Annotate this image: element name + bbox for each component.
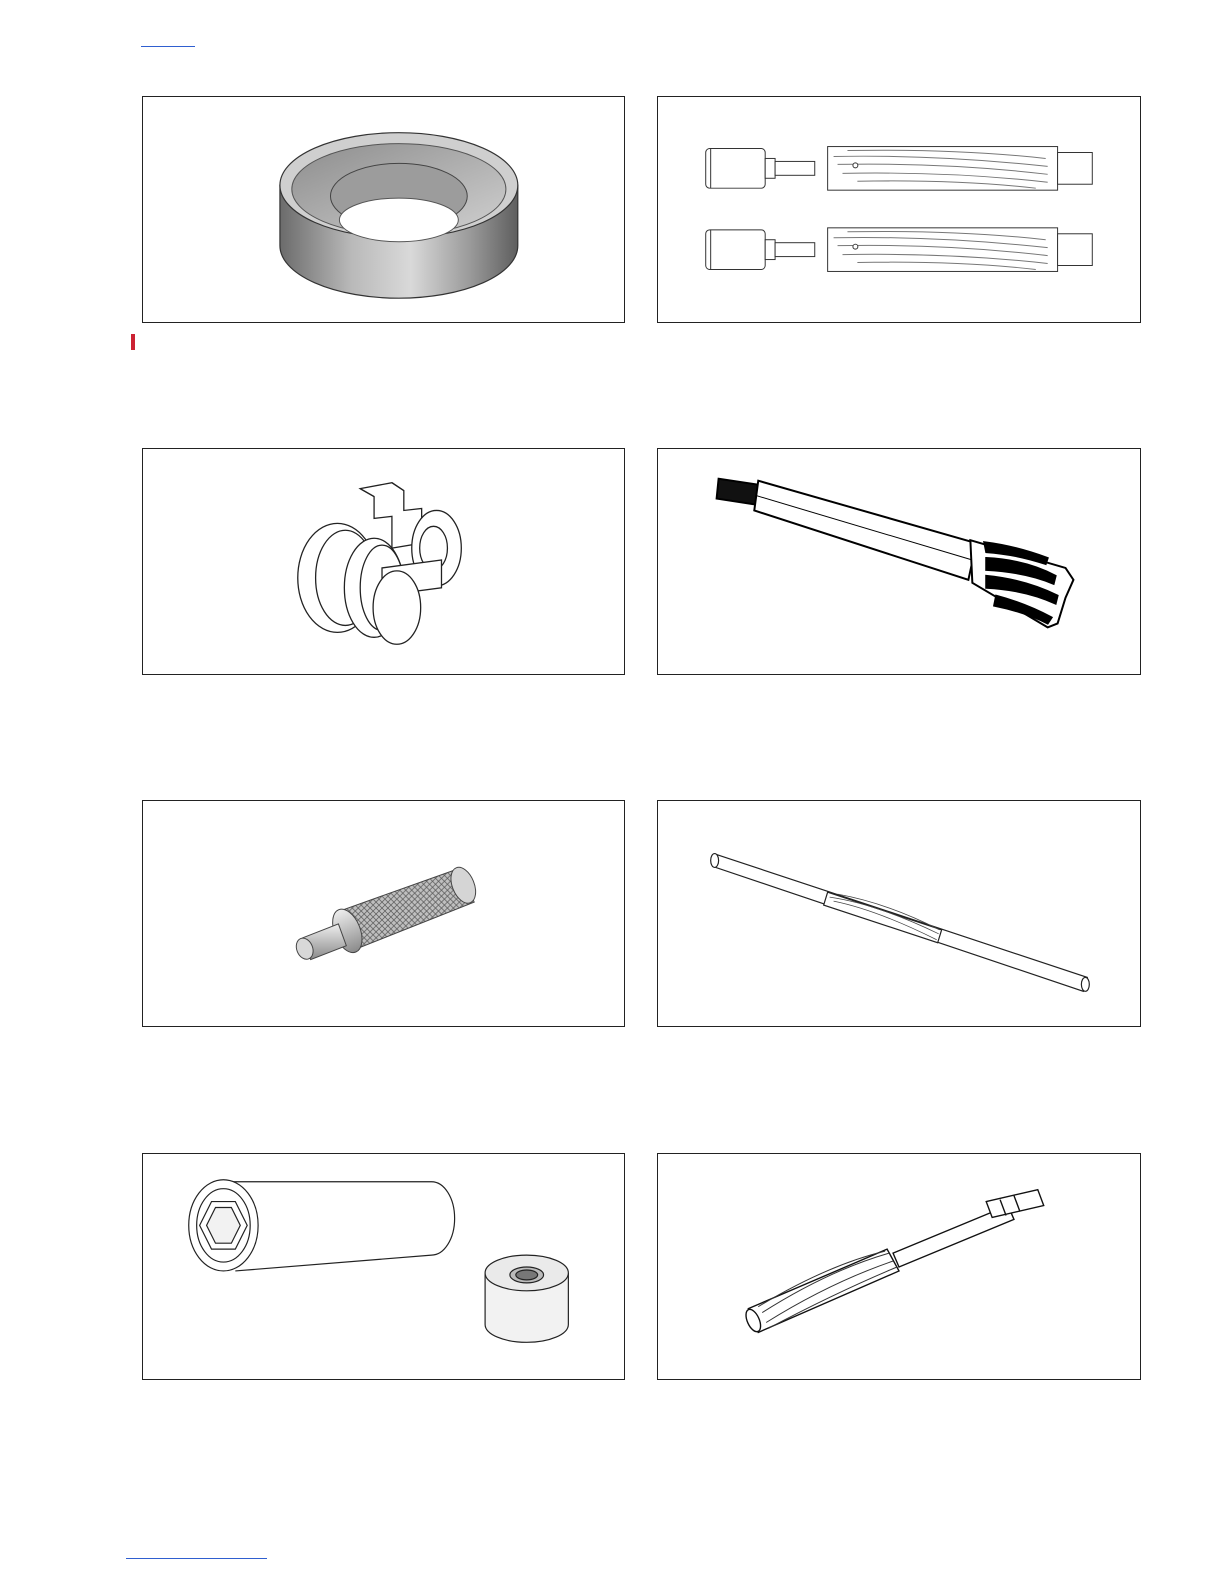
reamer-set-icon <box>658 97 1140 322</box>
spiral-reamer-icon <box>658 449 1140 674</box>
straight-reamer-icon <box>658 801 1140 1026</box>
illustration-panel-8 <box>657 1153 1141 1380</box>
hex-driver-with-nut-icon <box>143 1154 624 1379</box>
illustration-panel-3 <box>142 448 625 675</box>
illustration-panel-1 <box>142 96 625 323</box>
knurled-pin-tool-icon <box>143 801 624 1026</box>
illustration-panel-4 <box>657 448 1141 675</box>
hand-reamer-icon <box>658 1154 1140 1379</box>
header-link-underline[interactable] <box>141 46 195 47</box>
footer-link-underline[interactable] <box>126 1558 267 1559</box>
illustration-panel-7 <box>142 1153 625 1380</box>
revision-change-bar <box>131 334 135 350</box>
illustration-panel-2 <box>657 96 1141 323</box>
split-collet-icon <box>143 449 624 674</box>
bearing-cup-icon <box>143 97 624 322</box>
illustration-panel-5 <box>142 800 625 1027</box>
illustration-panel-6 <box>657 800 1141 1027</box>
